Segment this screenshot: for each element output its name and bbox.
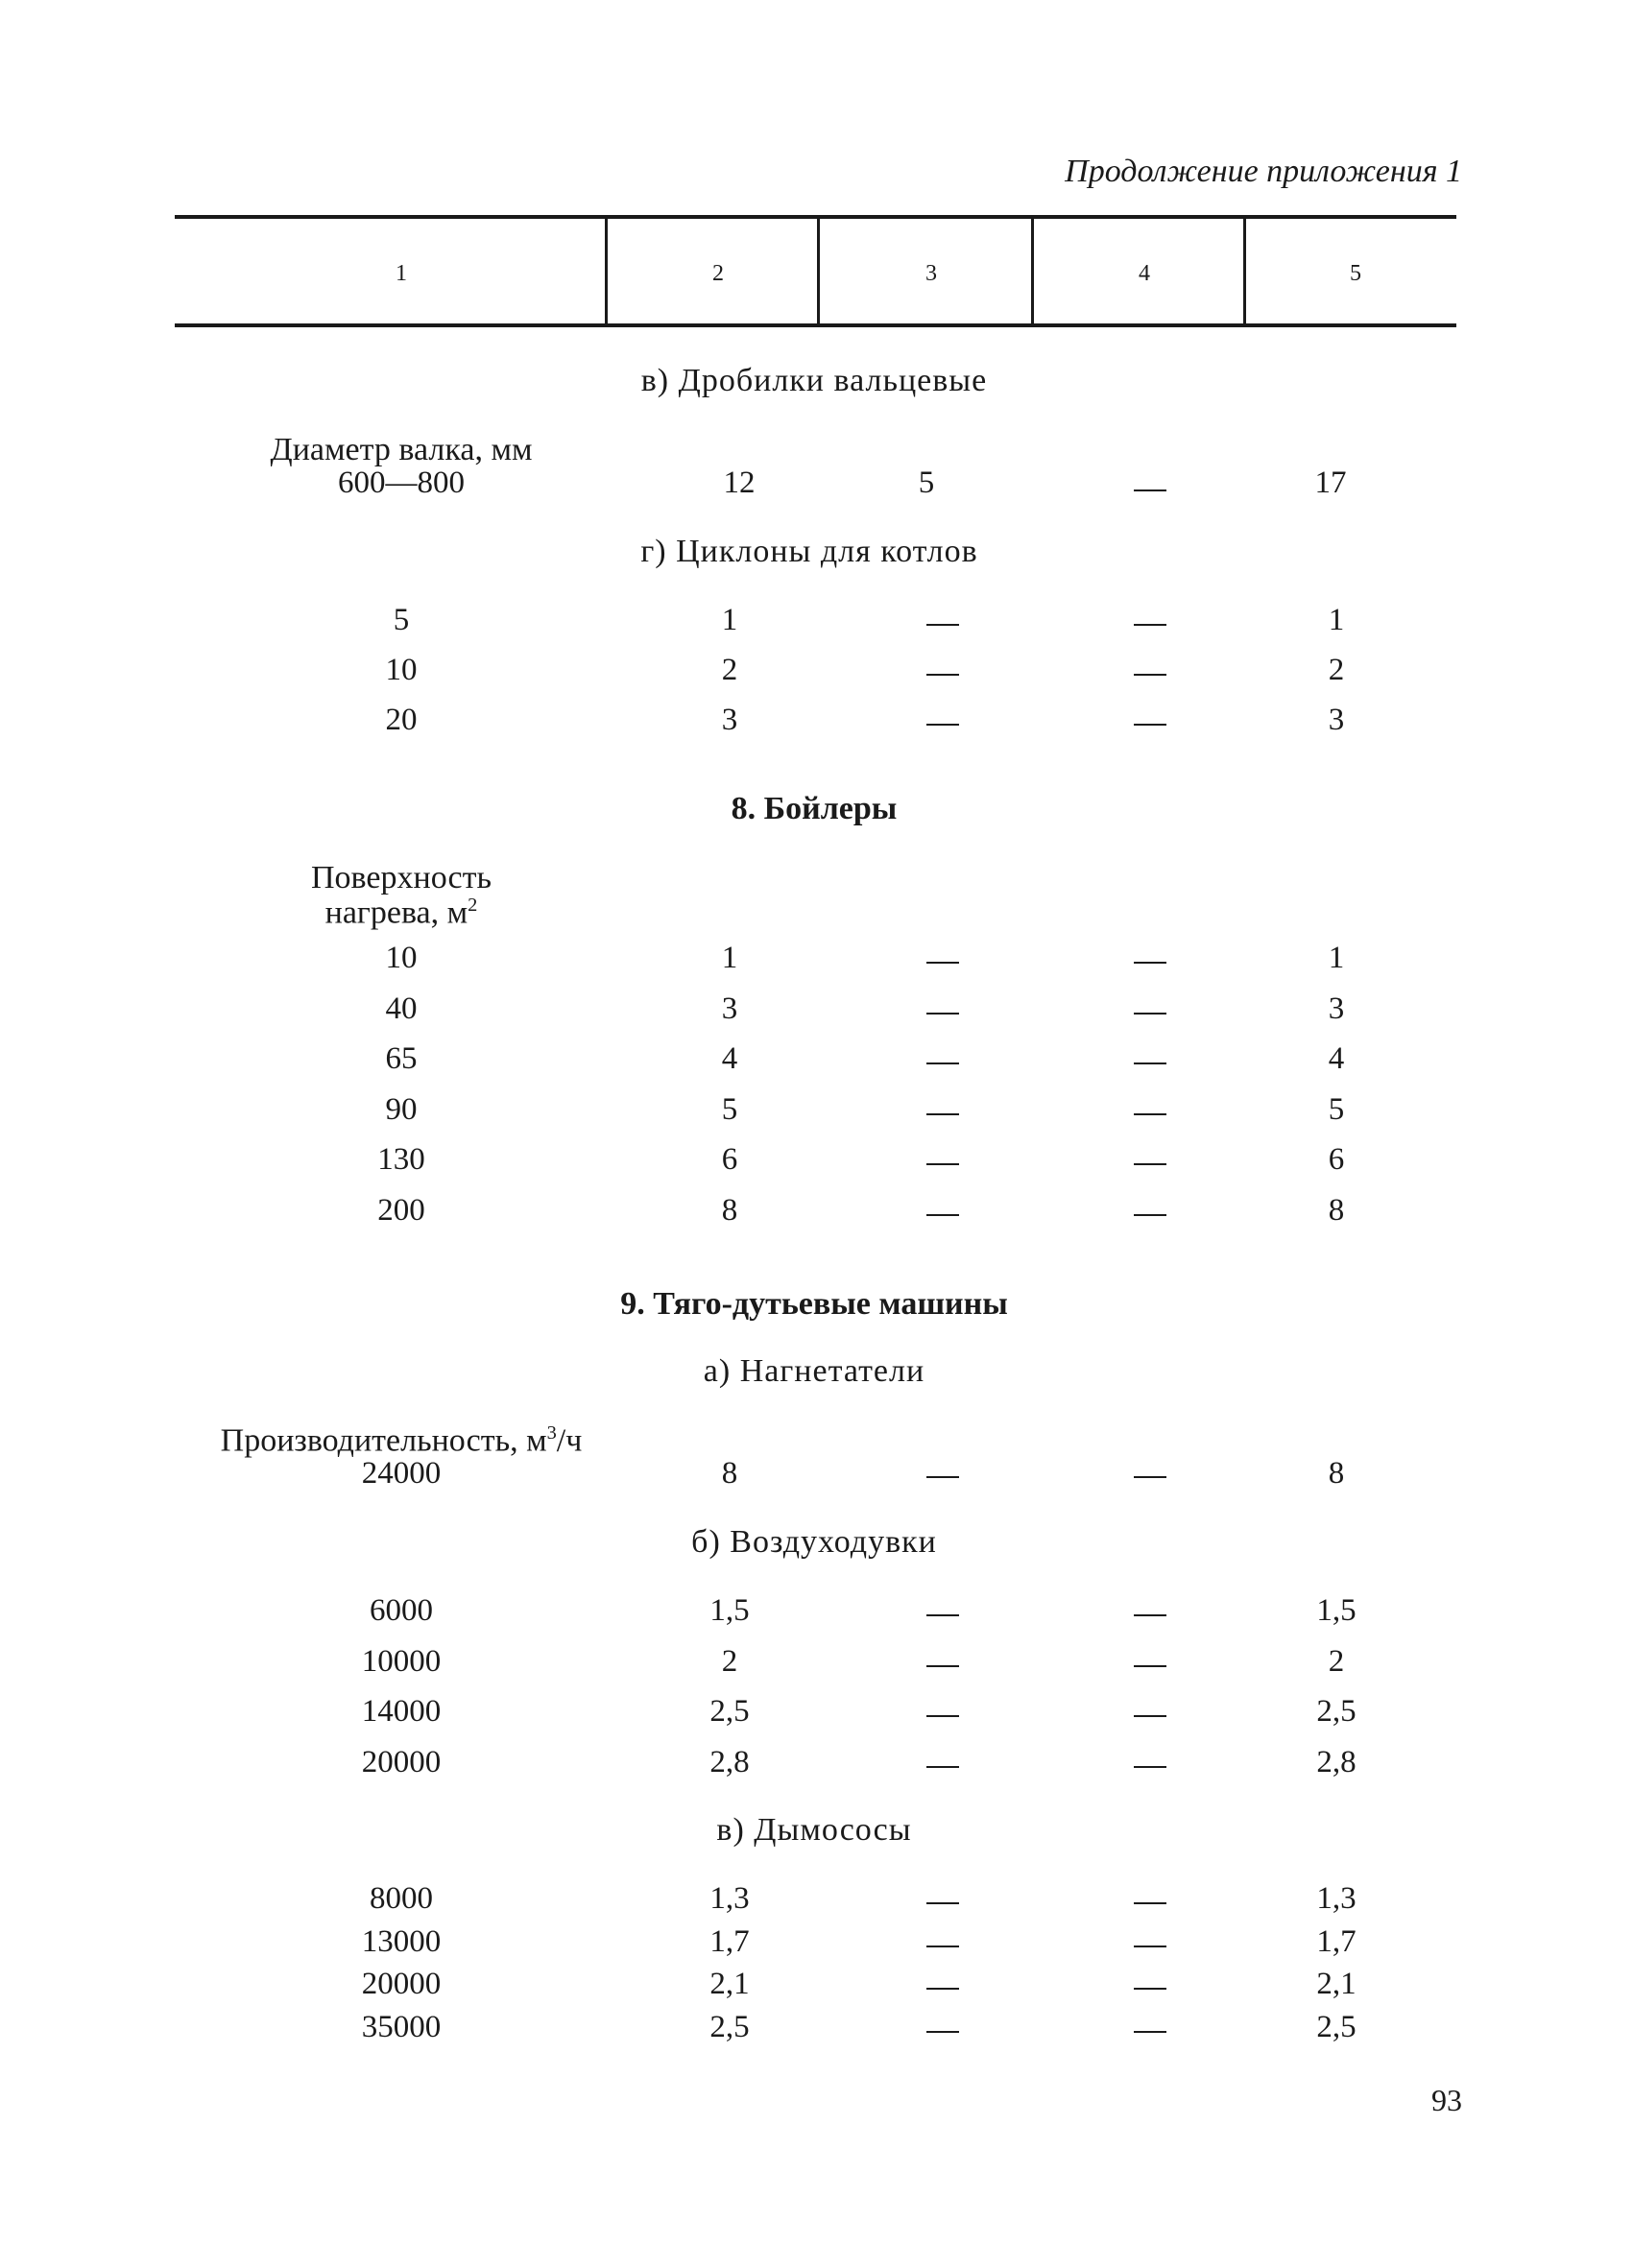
dash-mark	[1134, 1062, 1166, 1064]
dash-mark	[926, 1163, 959, 1165]
cell-col2: 1,7	[709, 1923, 750, 1959]
row-label: 10	[385, 941, 418, 975]
column-number-5: 5	[1350, 261, 1361, 286]
column-divider	[605, 217, 608, 324]
dash-mark	[926, 1665, 959, 1667]
cell-col2: 8	[721, 1192, 738, 1228]
column-number-4: 4	[1139, 261, 1150, 286]
section-heading: 9. Тяго-дутьевые машины	[620, 1286, 1008, 1322]
row-label: 200	[377, 1192, 425, 1228]
cell-col5: 2	[1328, 1643, 1345, 1679]
row-label: 35000	[361, 2009, 442, 2044]
dash-mark	[926, 1113, 959, 1115]
row-label: 20	[385, 703, 418, 737]
dash-mark	[1134, 1665, 1166, 1667]
section-title: в) Дымососы	[716, 1812, 912, 1848]
row-label: 600—800	[338, 466, 465, 500]
dash-mark	[1134, 624, 1166, 626]
dash-mark	[926, 1715, 959, 1717]
row-label: 10000	[361, 1643, 442, 1679]
cell-col2: 1	[721, 941, 738, 975]
cell-col5: 1	[1328, 603, 1345, 637]
dash-mark	[926, 724, 959, 726]
cell-col5: 1,3	[1316, 1881, 1357, 1916]
cell-col5: 1	[1328, 941, 1345, 975]
page-number: 93	[1431, 2083, 1462, 2117]
dash-mark	[926, 1766, 959, 1768]
dash-mark	[1134, 1163, 1166, 1165]
dash-mark	[1134, 489, 1166, 491]
row-label: 10	[385, 653, 418, 687]
table-top-rule	[175, 215, 1456, 219]
cell-col5: 2,1	[1316, 1967, 1357, 2001]
param-label: Поверхность	[311, 860, 492, 895]
column-number-2: 2	[712, 261, 724, 286]
section-heading: 8. Бойлеры	[731, 791, 898, 826]
row-label: 8000	[370, 1881, 433, 1916]
cell-col5: 8	[1328, 1192, 1345, 1228]
dash-mark	[926, 674, 959, 676]
cell-col2: 12	[723, 466, 756, 500]
column-divider	[1031, 217, 1034, 324]
cell-col2: 3	[721, 703, 738, 737]
row-label: 14000	[361, 1694, 442, 1729]
dash-mark	[926, 1902, 959, 1904]
cell-col5: 1,7	[1316, 1923, 1357, 1959]
row-label: 24000	[361, 1456, 442, 1491]
dash-mark	[1134, 674, 1166, 676]
row-label: 130	[377, 1142, 425, 1177]
cell-col5: 8	[1328, 1456, 1345, 1491]
cell-col2: 5	[721, 1091, 738, 1127]
row-label: 90	[385, 1091, 418, 1127]
dash-mark	[926, 624, 959, 626]
cell-col5: 2	[1328, 653, 1345, 687]
dash-mark	[1134, 1614, 1166, 1616]
column-divider	[817, 217, 820, 324]
cell-col5: 4	[1328, 1041, 1345, 1076]
section-title: б) Воздуходувки	[691, 1524, 937, 1560]
cell-col2: 1,3	[709, 1881, 750, 1916]
cell-col2: 6	[721, 1142, 738, 1177]
row-label: 65	[385, 1041, 418, 1076]
row-label: 5	[393, 603, 410, 637]
cell-col2: 3	[721, 991, 738, 1026]
dash-mark	[1134, 1902, 1166, 1904]
cell-col2: 1	[721, 603, 738, 637]
section-title: г) Циклоны для котлов	[640, 534, 978, 569]
section-title: а) Нагнетатели	[703, 1353, 925, 1389]
running-title: Продолжение приложения 1	[1065, 154, 1462, 189]
cell-col5: 5	[1328, 1091, 1345, 1127]
dash-mark	[1134, 724, 1166, 726]
param-label: Диаметр валка, мм	[270, 432, 533, 467]
cell-col2: 2,5	[709, 1694, 750, 1729]
dash-mark	[1134, 1013, 1166, 1015]
row-label: 40	[385, 991, 418, 1026]
dash-mark	[926, 1476, 959, 1478]
dash-mark	[1134, 1715, 1166, 1717]
table-header-bottom-rule	[175, 323, 1456, 327]
cell-col5: 17	[1314, 466, 1347, 500]
dash-mark	[1134, 1214, 1166, 1216]
cell-col5: 1,5	[1316, 1593, 1357, 1628]
cell-col5: 3	[1328, 703, 1345, 737]
dash-mark	[1134, 1113, 1166, 1115]
dash-mark	[926, 1946, 959, 1947]
cell-col2: 2	[721, 1643, 738, 1679]
cell-col2: 1,5	[709, 1593, 750, 1628]
dash-mark	[926, 1988, 959, 1990]
dash-mark	[1134, 2031, 1166, 2033]
cell-col5: 3	[1328, 991, 1345, 1026]
param-label: нагрева, $м^2$	[324, 895, 478, 931]
column-number-3: 3	[925, 261, 937, 286]
cell-col2: 2,8	[709, 1744, 750, 1779]
cell-col2: 8	[721, 1456, 738, 1491]
param-label: Производительность, $м^3/ч$	[220, 1422, 583, 1459]
cell-col3: 5	[918, 466, 935, 500]
dash-mark	[1134, 962, 1166, 964]
row-label: 20000	[361, 1744, 442, 1779]
column-number-1: 1	[396, 261, 407, 286]
cell-col5: 2,5	[1316, 2009, 1357, 2044]
cell-col2: 4	[721, 1041, 738, 1076]
row-label: 20000	[361, 1967, 442, 2001]
cell-col2: 2,5	[709, 2009, 750, 2044]
dash-mark	[926, 1062, 959, 1064]
cell-col5: 6	[1328, 1142, 1345, 1177]
dash-mark	[1134, 1766, 1166, 1768]
row-label: 13000	[361, 1923, 442, 1959]
dash-mark	[1134, 1476, 1166, 1478]
dash-mark	[926, 1614, 959, 1616]
cell-col5: 2,5	[1316, 1694, 1357, 1729]
row-label: 6000	[370, 1593, 433, 1628]
dash-mark	[1134, 1988, 1166, 1990]
dash-mark	[926, 1214, 959, 1216]
column-divider	[1243, 217, 1246, 324]
cell-col5: 2,8	[1316, 1744, 1357, 1779]
dash-mark	[926, 2031, 959, 2033]
cell-col2: 2,1	[709, 1967, 750, 2001]
cell-col2: 2	[721, 653, 738, 687]
dash-mark	[1134, 1946, 1166, 1947]
section-title: в) Дробилки вальцевые	[640, 363, 988, 398]
dash-mark	[926, 1013, 959, 1015]
dash-mark	[926, 962, 959, 964]
